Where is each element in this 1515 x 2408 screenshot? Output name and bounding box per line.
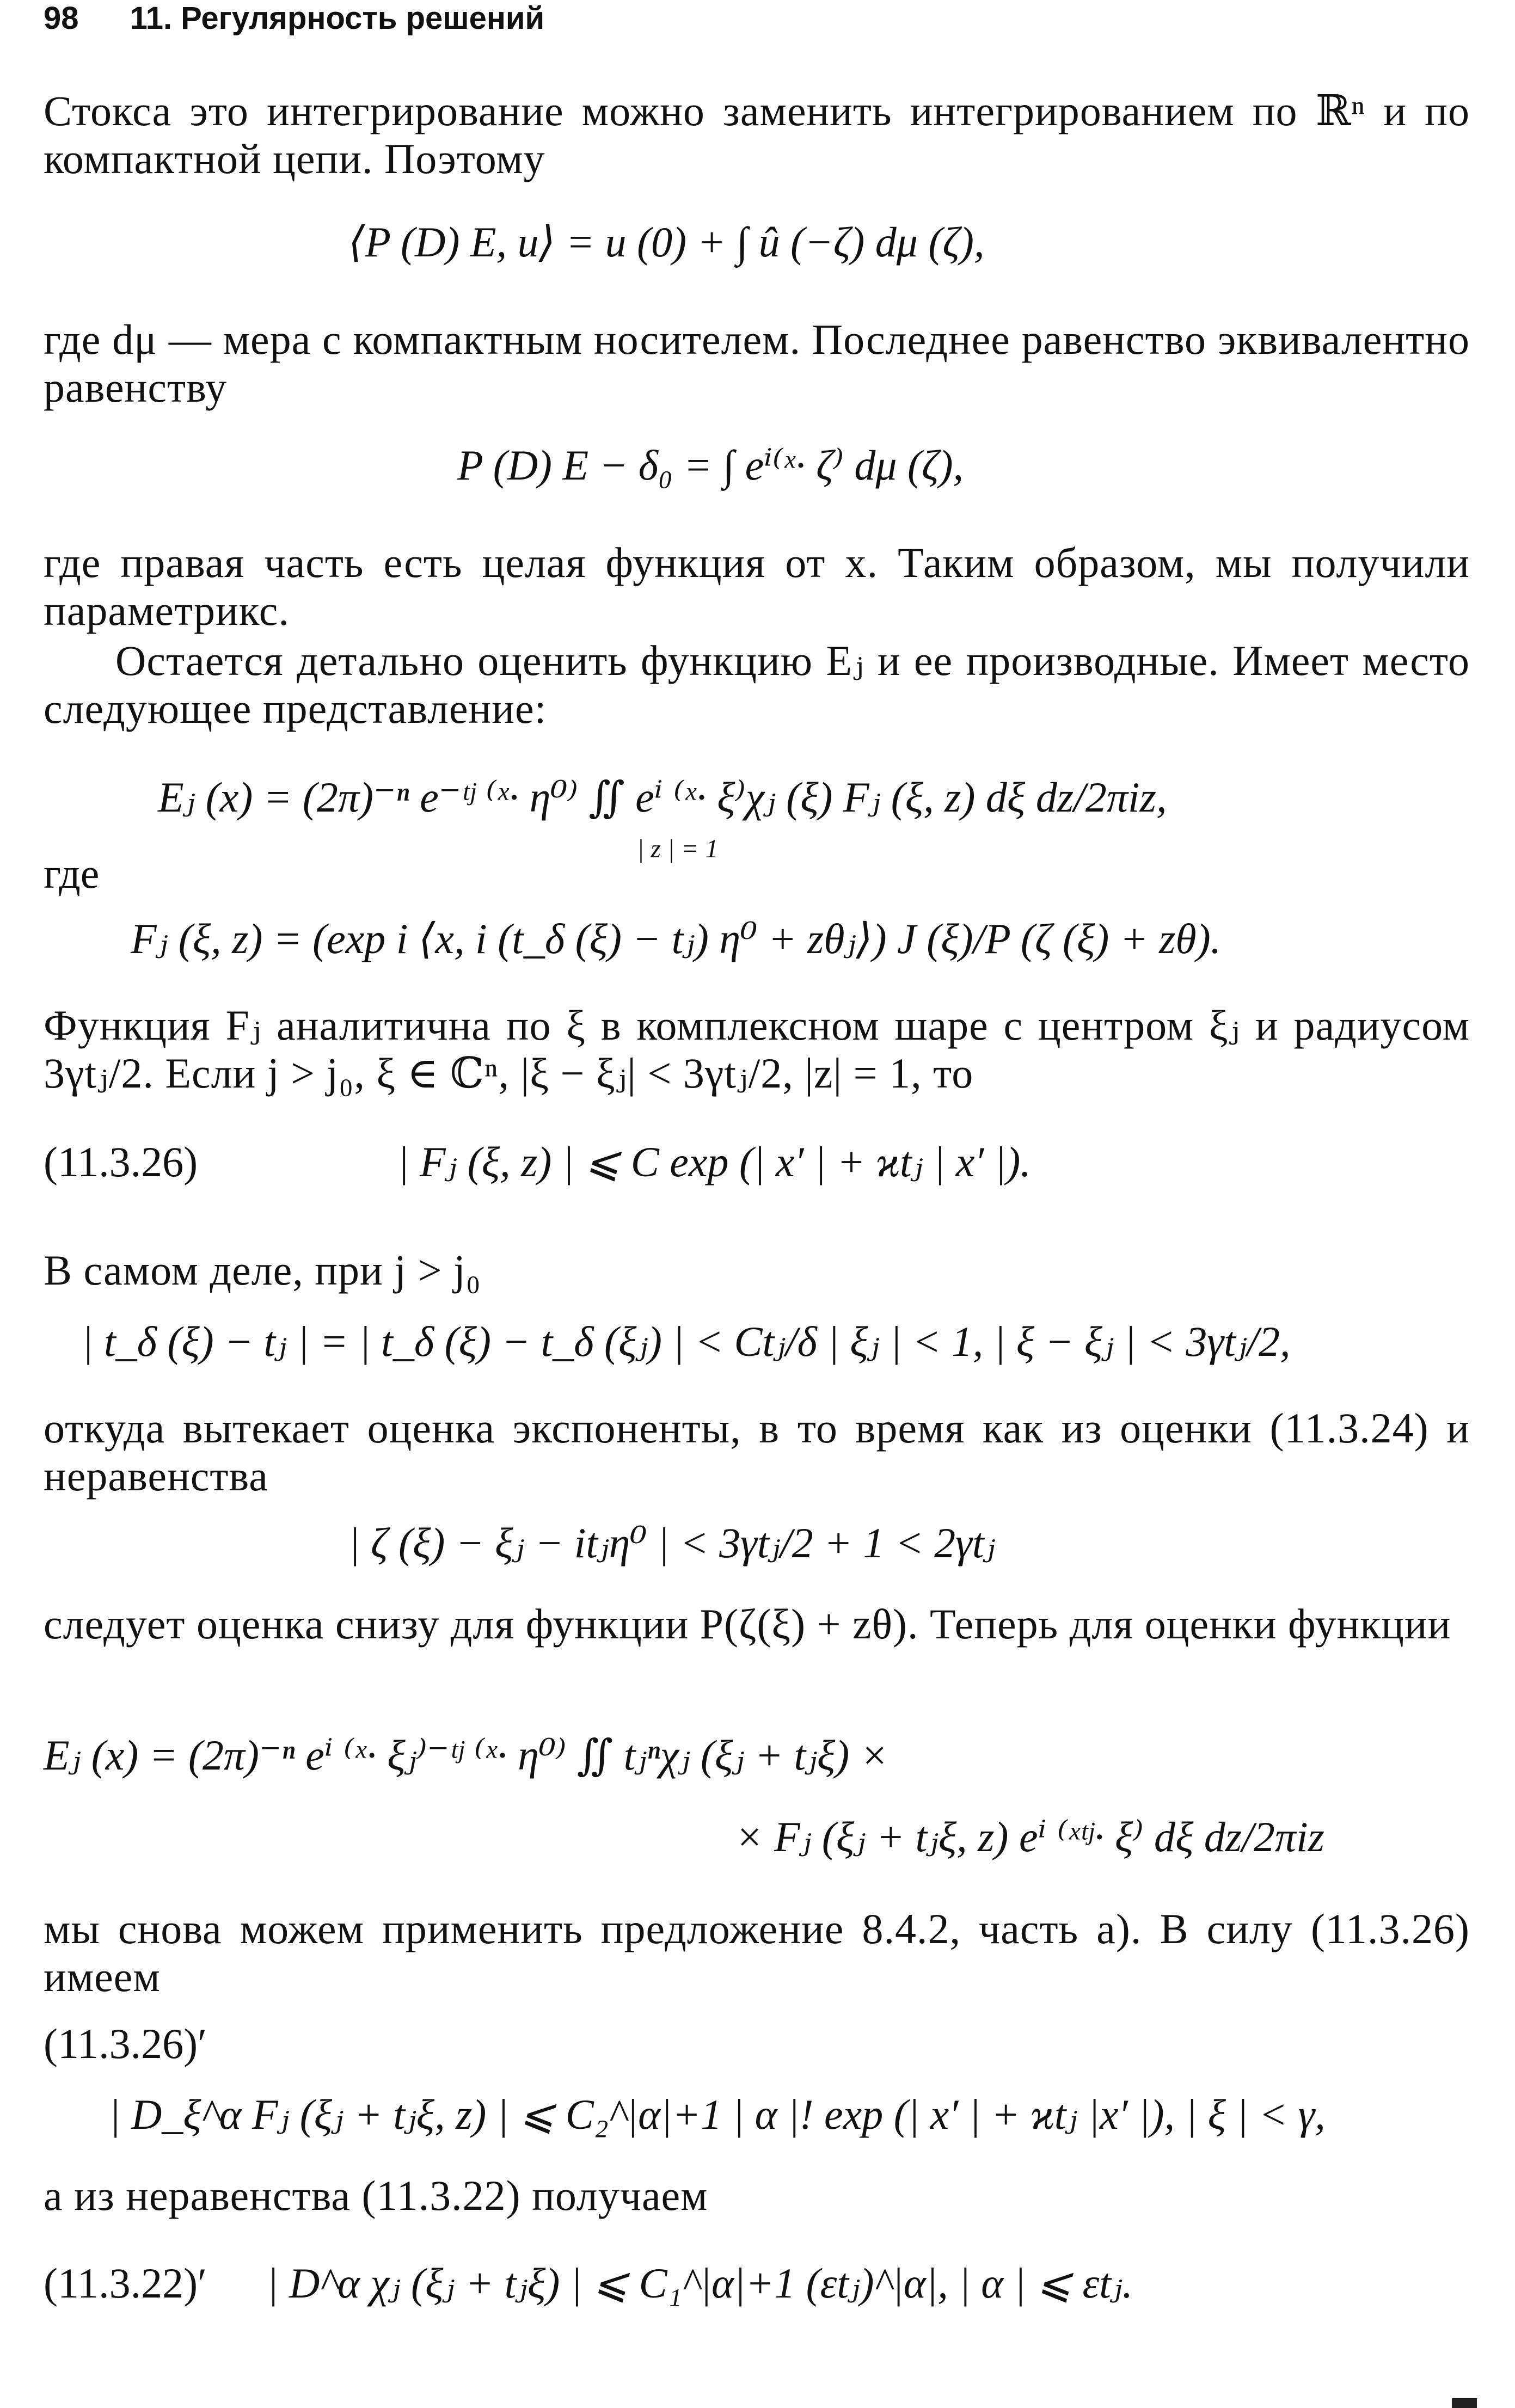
paragraph-proposition: мы снова можем применить предложение 8.4.2, часть а). В силу (11.3.26) имеем — [44, 1905, 1470, 2000]
equation-label-11-3-22-prime: (11.3.22)′ — [44, 2259, 207, 2307]
paragraph-fj-analytic: Функция Fⱼ аналитична по ξ в комплексном шаре с центром ξⱼ и радиусом 3γtⱼ/2. Если j > j₀, ξ ∈ ℂⁿ, |ξ − ξⱼ| < 3γtⱼ/2, |z| = 1, то — [44, 1002, 1470, 1097]
paragraph-lower-bound: следует оценка снизу для функции P(ζ(ξ) + zθ). Теперь для оценки функции — [44, 1600, 1451, 1648]
page-corner-mark — [1452, 2398, 1477, 2408]
equation-11-3-22-prime: | D^α χⱼ (ξⱼ + tⱼξ) | ⩽ C₁^|α|+1 (εtⱼ)^|α|, | α | ⩽ εtⱼ. — [267, 2259, 1133, 2307]
formula-ej-rescaled-line2: × Fⱼ (ξⱼ + tⱼξ, z) eⁱ ⁽ˣᵗʲ· ξ⁾ dξ dz/2πiz — [735, 1813, 1325, 1860]
formula-fj-definition: Fⱼ (ξ, z) = (exp i ⟨x, i (t_δ (ξ) − tⱼ) η⁰ + zθⱼ⟩) J (ξ)/P (ζ (ξ) + zθ). — [131, 915, 1222, 962]
equation-11-3-26: | Fⱼ (ξ, z) | ⩽ C exp (| x′ | + ϰtⱼ | x′ |). — [397, 1138, 1031, 1185]
paragraph-inequality-11-3-22: а из неравенства (11.3.22) получаем — [44, 2172, 708, 2219]
paragraph-measure: где dμ — мера с компактным носителем. Последнее равенство эквивалентно равенству — [44, 316, 1470, 411]
paragraph-exponent-estimate: откуда вытекает оценка экспоненты, в то время как из оценки (11.3.24) и неравенства — [44, 1404, 1470, 1500]
running-header — [44, 0, 544, 36]
equation-label-11-3-26-prime: (11.3.26)′ — [44, 2020, 207, 2067]
formula-ej-rescaled-line1: Eⱼ (x) = (2π)⁻ⁿ eⁱ ⁽ˣ· ξⱼ⁾⁻ᵗʲ ⁽ˣ· η⁰⁾ ∬ tⱼⁿχⱼ (ξⱼ + tⱼξ) × — [44, 1731, 889, 1779]
formula-fundamental-solution: P (D) E − δ₀ = ∫ eⁱ⁽ˣ· ζ⁾ dμ (ζ), — [457, 441, 964, 489]
formula-ej-representation: Eⱼ (x) = (2π)⁻ⁿ e⁻ᵗʲ ⁽ˣ· η⁰⁾ ∬ eⁱ ⁽ˣ· ξ⁾χⱼ (ξ) Fⱼ (ξ, z) dξ dz/2πiz, — [158, 773, 1167, 821]
word-where: где — [44, 850, 100, 897]
page-number: 98 — [44, 1, 79, 36]
paragraph-stokes: Стокса это интегрирование можно заменить интегрированием по ℝⁿ и по компактной цепи. Поэтому — [44, 87, 1470, 182]
paragraph-parametrix: где правая часть есть целая функция от x. Таким образом, мы получили параметрикс. — [44, 539, 1470, 634]
formula-t-delta-estimate: | t_δ (ξ) − tⱼ | = | t_δ (ξ) − t_δ (ξⱼ) | < Ctⱼ/δ | ξⱼ | < 1, | ξ − ξⱼ | < 3γtⱼ/2, — [82, 1318, 1291, 1365]
equation-label-11-3-26: (11.3.26) — [44, 1138, 198, 1185]
running-title: 11. Регулярность решений — [130, 1, 545, 36]
integral-contour-label: | z | = 1 — [637, 834, 719, 863]
formula-zeta-inequality: | ζ (ξ) − ξⱼ − itⱼη⁰ | < 3γtⱼ/2 + 1 < 2γtⱼ — [348, 1519, 996, 1567]
equation-11-3-26-prime: | D_ξ^α Fⱼ (ξⱼ + tⱼξ, z) | ⩽ C₂^|α|+1 | α |! exp (| x′ | + ϰtⱼ |x′ |), | ξ | < γ, — [109, 2091, 1326, 2138]
paragraph-indeed: В самом деле, при j > j₀ — [44, 1246, 481, 1294]
formula-pde-distribution: ⟨P (D) E, u⟩ = u (0) + ∫ û (−ζ) dμ (ζ), — [348, 218, 985, 266]
paragraph-estimate-ej: Остается детально оценить функцию Eⱼ и ее производные. Имеет место следующее представление: — [44, 637, 1470, 732]
